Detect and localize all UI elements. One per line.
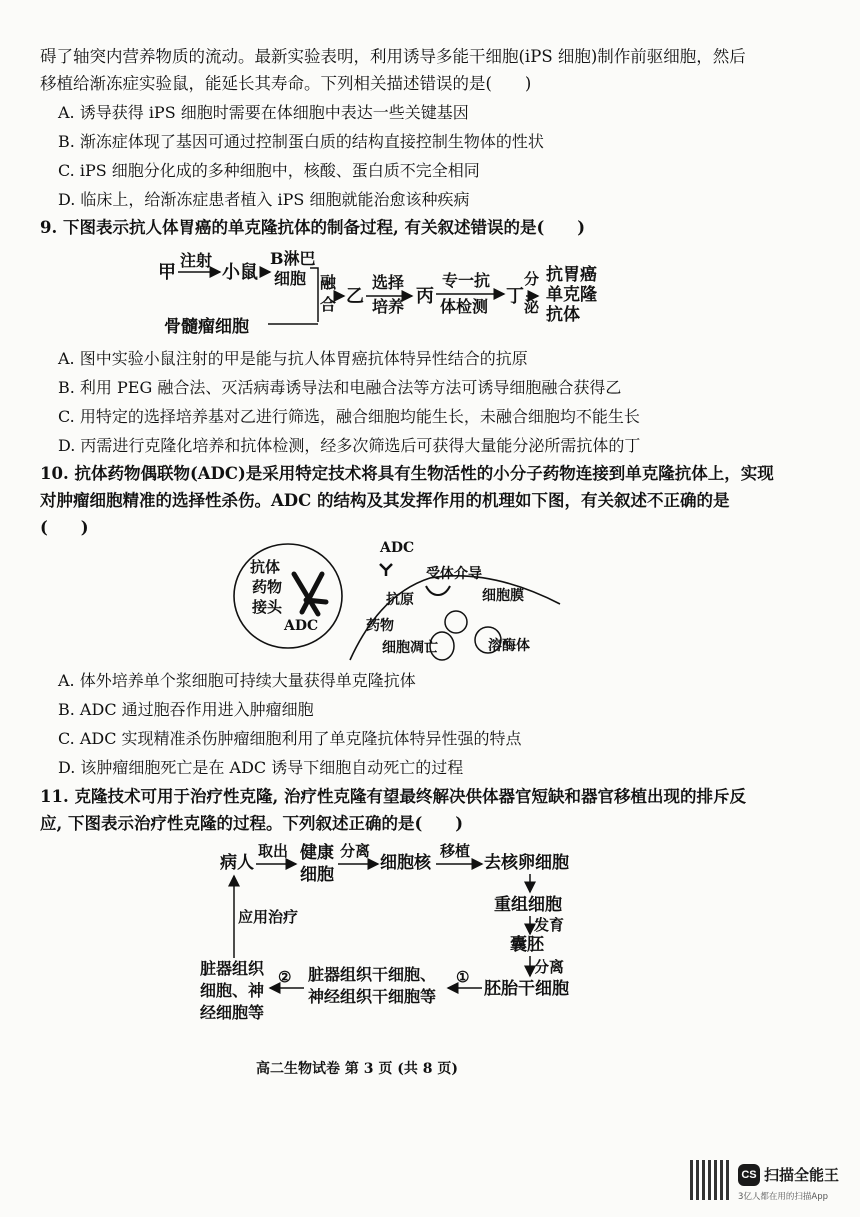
q10-option-a: A. 体外培养单个浆细胞可持续大量获得单克隆抗体 xyxy=(58,671,416,690)
q9-det2: 体检测 xyxy=(440,297,489,316)
q10-diagram xyxy=(230,534,570,664)
q8-option-a: A. 诱导获得 iPS 细胞时需要在体细胞中表达一些关键基因 xyxy=(58,103,469,122)
app-name: 扫描全能王 xyxy=(764,1166,840,1184)
q11-take: 取出 xyxy=(258,842,289,860)
q10-apoptosis: 细胞凋亡 xyxy=(382,640,438,656)
q11-org1: 脏器组织 xyxy=(200,959,265,978)
q9-option-b: B. 利用 PEG 融合法、灭活病毒诱导法和电融合法等方法可诱导细胞融合获得乙 xyxy=(58,378,622,397)
q10-option-c: C. ADC 实现精准杀伤肿瘤细胞利用了单克隆抗体特异性强的特点 xyxy=(58,729,522,748)
q9-ab2: 单克隆 xyxy=(546,285,597,305)
q9-stem: 9. 下图表示抗人体胃癌的单克隆抗体的制备过程, 有关叙述错误的是( ) xyxy=(40,218,586,237)
q9-yi: 乙 xyxy=(346,286,364,307)
qr-code-icon xyxy=(690,1160,730,1200)
q11-line2: 应, 下图表示治疗性克隆的过程。下列叙述正确的是( ) xyxy=(40,814,464,833)
q11-patient: 病人 xyxy=(220,853,254,873)
q11-healthy2: 细胞 xyxy=(300,865,334,885)
q9-ab1: 抗胃癌 xyxy=(546,265,597,285)
q11-line1: 11. 克隆技术可用于治疗性克隆, 治疗性克隆有望最终解决供体器官短缺和器官移植出现的排斥反 xyxy=(40,787,746,806)
q10-line2: 对肿瘤细胞精准的选择性杀伤。ADC 的结构及其发挥作用的机理如下图，有关叙述不正确的是 xyxy=(40,491,730,510)
q9-fuse1: 融 xyxy=(320,273,337,292)
q10-line1: 10. 抗体药物偶联物(ADC)是采用特定技术将具有生物活性的小分子药物连接到单克隆抗体上，实现 xyxy=(40,464,774,483)
q9-myeloma: 骨髓瘤细胞 xyxy=(164,317,249,337)
q9-diagram xyxy=(150,244,650,344)
q9-b1: B淋巴 xyxy=(270,249,316,268)
scanner-watermark xyxy=(690,1160,860,1210)
q9-b2: 细胞 xyxy=(274,269,307,288)
app-logo: CS xyxy=(738,1164,760,1186)
q11-nucleus: 细胞核 xyxy=(380,853,431,873)
adc-small-icon xyxy=(380,564,392,576)
q9-det1: 专一抗 xyxy=(442,271,491,290)
q10-receptor: 受体介导 xyxy=(426,566,482,582)
q10-drug2: 药物 xyxy=(366,618,394,634)
q9-sel2: 培养 xyxy=(372,297,405,316)
q10-adc-top: ADC xyxy=(380,540,415,556)
q11-org2: 细胞、神 xyxy=(200,981,265,1000)
q11-c1: ① xyxy=(456,968,470,986)
app-tagline: 3亿人都在用的扫描App xyxy=(738,1192,829,1202)
q8-option-c: C. iPS 细胞分化成的多种细胞中，核酸、蛋白质不完全相同 xyxy=(58,161,480,180)
q8-line2: 移植给渐冻症实验鼠，能延长其寿命。下列相关描述错误的是( ) xyxy=(40,74,532,93)
q11-healthy1: 健康 xyxy=(300,843,334,863)
q9-ding: 丁 xyxy=(506,286,524,307)
q9-bing: 丙 xyxy=(416,286,434,307)
q11-c2: ② xyxy=(278,968,292,986)
q11-develop: 发育 xyxy=(534,916,565,934)
q10-adc-in: ADC xyxy=(284,618,319,634)
q9-ab3: 抗体 xyxy=(546,305,580,325)
q8-line1: 碍了轴突内营养物质的流动。最新实验表明，利用诱导多能干细胞(iPS 细胞)制作前驱细胞，然后 xyxy=(40,47,746,66)
q10-linker: 接头 xyxy=(252,598,283,616)
q11-sep2: 分离 xyxy=(534,958,565,976)
q10-line3: ( ) xyxy=(40,518,89,537)
q11-diagram xyxy=(190,840,590,1030)
q8-option-d: D. 临床上，给渐冻症患者植入 iPS 细胞就能治愈该种疾病 xyxy=(58,190,470,209)
q10-antibody: 抗体 xyxy=(250,558,281,576)
q11-recomb: 重组细胞 xyxy=(494,895,562,915)
q9-mouse: 小鼠 xyxy=(222,262,258,283)
q9-inject: 注射 xyxy=(180,251,213,270)
q11-org3: 经细胞等 xyxy=(200,1003,265,1022)
q11-treat: 应用治疗 xyxy=(238,908,299,926)
q9-option-a: A. 图中实验小鼠注射的甲是能与抗人体胃癌抗体特异性结合的抗原 xyxy=(58,349,528,368)
q10-option-b: B. ADC 通过胞吞作用进入肿瘤细胞 xyxy=(58,700,314,719)
q11-transplant: 移植 xyxy=(440,842,471,860)
q9-sec2: 泌 xyxy=(524,298,540,316)
endocytosis-icon xyxy=(426,586,450,595)
q9-sel1: 选择 xyxy=(372,273,405,292)
q11-esc: 胚胎干细胞 xyxy=(484,979,569,999)
q11-stem1: 脏器组织干细胞、 xyxy=(308,965,437,984)
q11-egg: 去核卵细胞 xyxy=(484,853,569,873)
q9-sec1: 分 xyxy=(524,270,540,288)
vesicle-icon xyxy=(445,611,467,633)
q10-lysosome: 溶酶体 xyxy=(488,638,530,654)
page-footer: 高二生物试卷 第 3 页 (共 8 页) xyxy=(256,1061,458,1077)
q10-option-d: D. 该肿瘤细胞死亡是在 ADC 诱导下细胞自动死亡的过程 xyxy=(58,758,464,777)
q8-option-b: B. 渐冻症体现了基因可通过控制蛋白质的结构直接控制生物体的性状 xyxy=(58,132,544,151)
q10-antigen: 抗原 xyxy=(386,592,414,608)
q11-separate: 分离 xyxy=(340,842,371,860)
q9-jia: 甲 xyxy=(158,262,176,283)
q9-option-c: C. 用特定的选择培养基对乙进行筛选，融合细胞均能生长，未融合细胞均不能生长 xyxy=(58,407,640,426)
q9-option-d: D. 丙需进行克隆化培养和抗体检测，经多次筛选后可获得大量能分泌所需抗体的丁 xyxy=(58,436,641,455)
q11-blast: 囊胚 xyxy=(510,935,544,955)
q10-membrane: 细胞膜 xyxy=(482,588,524,604)
q11-stem2: 神经组织干细胞等 xyxy=(308,987,437,1006)
q10-drug: 药物 xyxy=(252,578,283,596)
adc-structure-icon xyxy=(294,574,326,614)
q9-fuse2: 合 xyxy=(320,295,337,314)
